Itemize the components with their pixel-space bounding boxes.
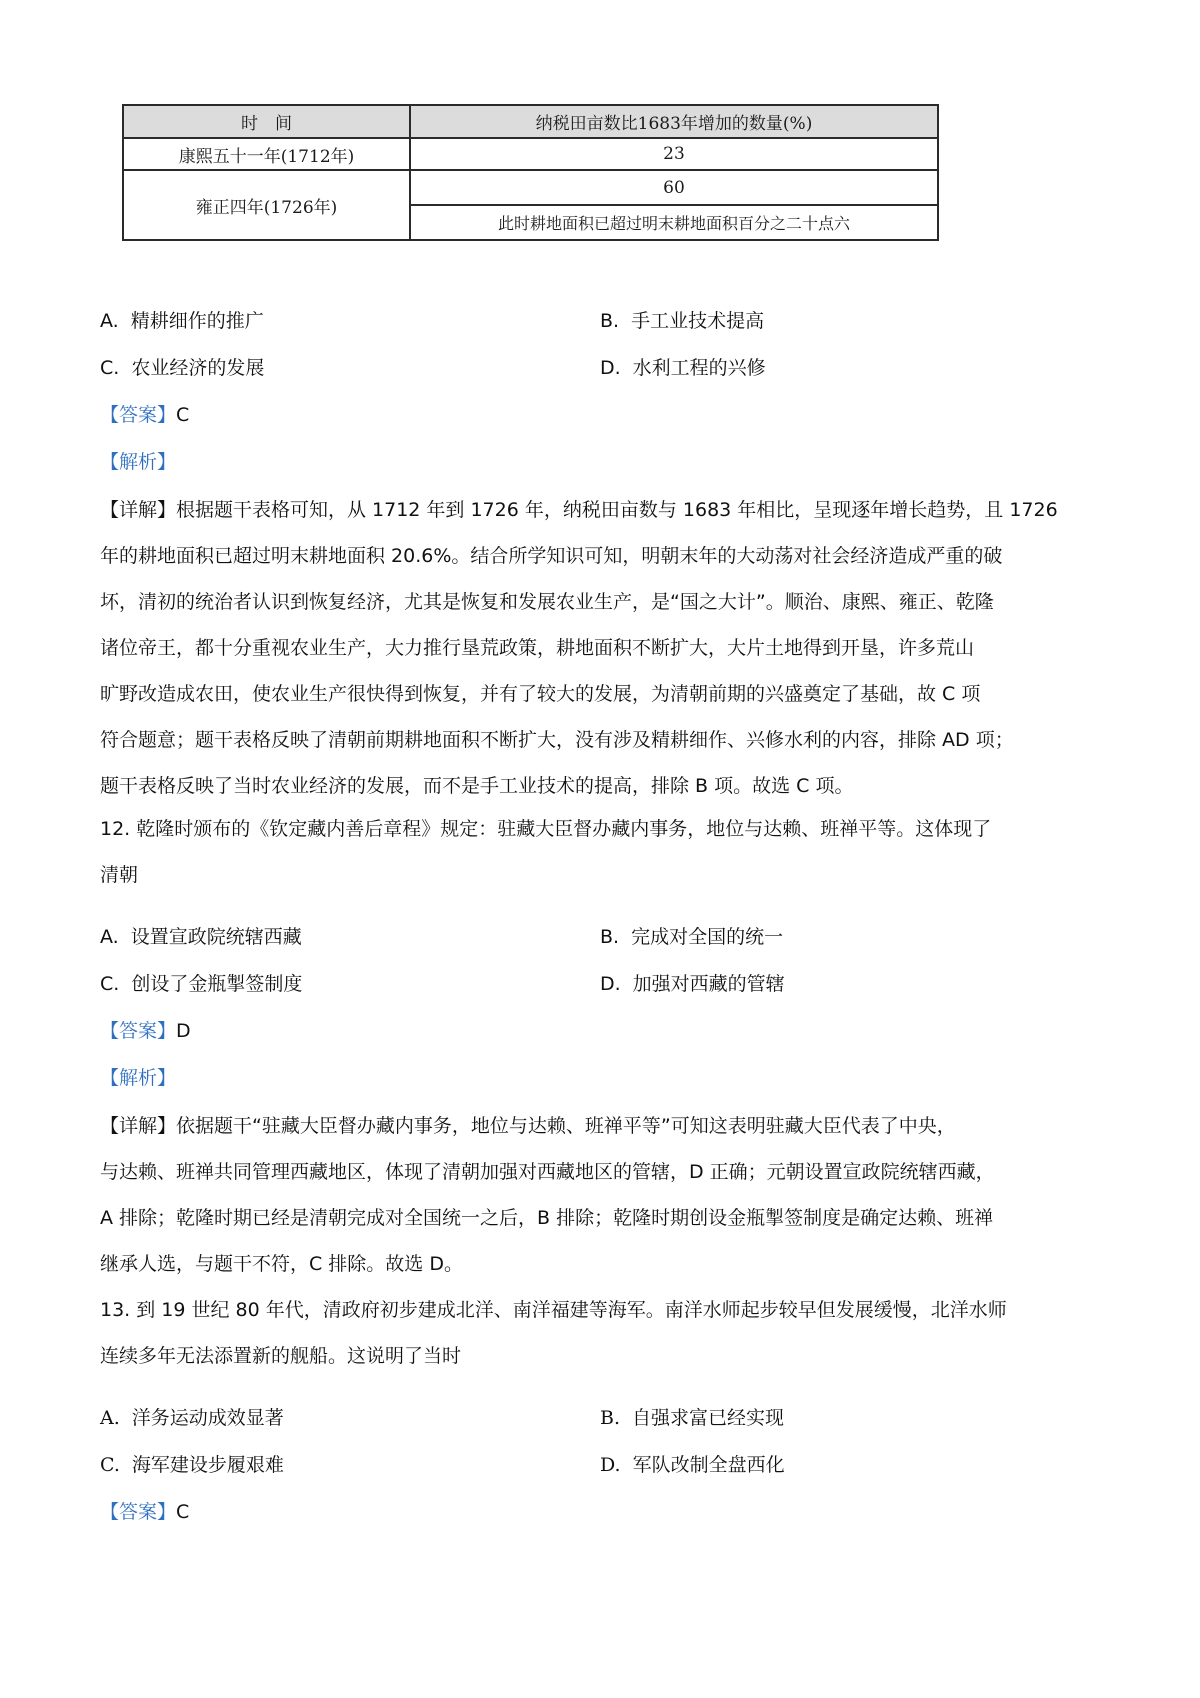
detail-line: 符合题意；题干表格反映了清朝前期耕地面积不断扩大，没有涉及精耕细作、兴修水利的内容，排除 AD 项； <box>100 729 1014 751</box>
q12-analysis-tag: 【解析】 <box>100 1067 177 1089</box>
q11-answer <box>100 403 189 427</box>
detail-line: 年的耕地面积已超过明末耕地面积 20.6%。结合所学知识可知，明朝末年的大动荡对社会经济造成严重的破 <box>100 545 1003 567</box>
detail-line: 诸位帝王，都十分重视农业生产，大力推行垦荒政策，耕地面积不断扩大，大片土地得到开垦，许多荒山 <box>100 637 975 659</box>
q11-option-a <box>100 309 264 333</box>
q13-option-a <box>100 1406 284 1430</box>
option-text: 洋务运动成效显著 <box>131 1407 284 1429</box>
farmland-table <box>122 104 939 241</box>
q11-option-c <box>100 356 264 380</box>
answer-value: C <box>176 1501 190 1523</box>
option-text: 农业经济的发展 <box>131 357 265 379</box>
q12-option-a <box>100 925 302 949</box>
option-label: D. <box>600 973 621 995</box>
stem-line: 连续多年无法添置新的舰船。这说明了当时 <box>100 1345 462 1367</box>
table-cell-period: 康熙五十一年(1712年) <box>123 138 410 170</box>
detail-line: 【详解】依据题干“驻藏大臣督办藏内事务，地位与达赖、班禅平等”可知这表明驻藏大臣代表了中央， <box>100 1115 956 1137</box>
option-text: 完成对全国的统一 <box>631 926 784 948</box>
q11-analysis-tag: 【解析】 <box>100 451 177 473</box>
option-text: 创设了金瓶掣签制度 <box>131 973 303 995</box>
stem-line: 13. 到 19 世纪 80 年代，清政府初步建成北洋、南洋福建等海军。南洋水师起步较早但发展缓慢，北洋水师 <box>100 1299 1007 1321</box>
detail-line: A 排除；乾隆时期已经是清朝完成对全国统一之后，B 排除；乾隆时期创设金瓶掣签制度是确定达赖、班禅 <box>100 1207 994 1229</box>
detail-line: 旷野改造成农田，使农业生产很快得到恢复，并有了较大的发展，为清朝前期的兴盛奠定了基础，故 C 项 <box>100 683 981 705</box>
q12-option-d <box>600 972 785 996</box>
table-header-row <box>123 105 938 138</box>
option-label: A. <box>100 1407 120 1429</box>
q12-answer <box>100 1019 191 1043</box>
table-cell-value: 60 <box>410 170 938 205</box>
stem-line: 12. 乾隆时颁布的《钦定藏内善后章程》规定：驻藏大臣督办藏内事务，地位与达赖、班禅平等。这体现了 <box>100 818 992 840</box>
q12-detail <box>100 1103 1100 1287</box>
option-label: A. <box>100 926 119 948</box>
option-text: 精耕细作的推广 <box>130 310 264 332</box>
detail-line: 【详解】根据题干表格可知，从 1712 年到 1726 年，纳税田亩数与 1683 年相比，呈现逐年增长趋势，且 1726 <box>100 499 1058 521</box>
q12-option-b <box>600 925 783 949</box>
q11-option-b <box>600 309 764 333</box>
detail-line: 继承人选，与题干不符，C 排除。故选 D。 <box>100 1253 463 1275</box>
option-text: 手工业技术提高 <box>631 310 765 332</box>
stem-line: 清朝 <box>100 864 139 886</box>
option-text: 设置宣政院统辖西藏 <box>130 926 302 948</box>
answer-value: C <box>176 404 190 426</box>
option-label: B. <box>600 1407 621 1429</box>
table-cell-period: 雍正四年(1726年) <box>123 170 410 240</box>
table-cell-value: 23 <box>410 138 938 170</box>
q12-option-c <box>100 972 302 996</box>
option-label: C. <box>100 1454 120 1476</box>
q11-option-d <box>600 356 766 380</box>
option-label: C. <box>100 357 120 379</box>
option-text: 加强对西藏的管辖 <box>632 973 785 995</box>
answer-tag: 【答案】 <box>100 404 177 426</box>
q13-option-b <box>600 1406 784 1430</box>
option-text: 自强求富已经实现 <box>632 1407 785 1429</box>
option-label: B. <box>600 310 620 332</box>
option-label: A. <box>100 310 119 332</box>
table-header-time: 时 间 <box>123 105 410 138</box>
q13-stem <box>100 1287 1100 1379</box>
q13-option-c <box>100 1453 284 1477</box>
q13-option-d <box>600 1453 785 1477</box>
option-label: D. <box>600 357 621 379</box>
option-text: 水利工程的兴修 <box>632 357 766 379</box>
q11-detail <box>100 487 1100 809</box>
answer-value: D <box>176 1020 191 1042</box>
option-label: D. <box>600 1454 621 1476</box>
q13-answer <box>100 1500 189 1524</box>
answer-tag: 【答案】 <box>100 1501 177 1523</box>
table-header-increase: 纳税田亩数比1683年增加的数量(%) <box>410 105 938 138</box>
detail-line: 与达赖、班禅共同管理西藏地区，体现了清朝加强对西藏地区的管辖，D 正确；元朝设置宣政院统辖西藏， <box>100 1161 995 1183</box>
detail-line: 坏，清初的统治者认识到恢复经济，尤其是恢复和发展农业生产，是“国之大计”。顺治、康熙、雍正、乾隆 <box>100 591 994 613</box>
option-text: 海军建设步履艰难 <box>131 1454 284 1476</box>
answer-tag: 【答案】 <box>100 1020 177 1042</box>
option-text: 军队改制全盘西化 <box>632 1454 785 1476</box>
option-label: B. <box>600 926 620 948</box>
table-cell-note: 此时耕地面积已超过明末耕地面积百分之二十点六 <box>410 205 938 240</box>
table-row <box>123 138 938 170</box>
option-label: C. <box>100 973 120 995</box>
detail-line: 题干表格反映了当时农业经济的发展，而不是手工业技术的提高，排除 B 项。故选 C 项。 <box>100 775 854 797</box>
table-row <box>123 170 938 205</box>
q12-stem <box>100 806 1100 898</box>
